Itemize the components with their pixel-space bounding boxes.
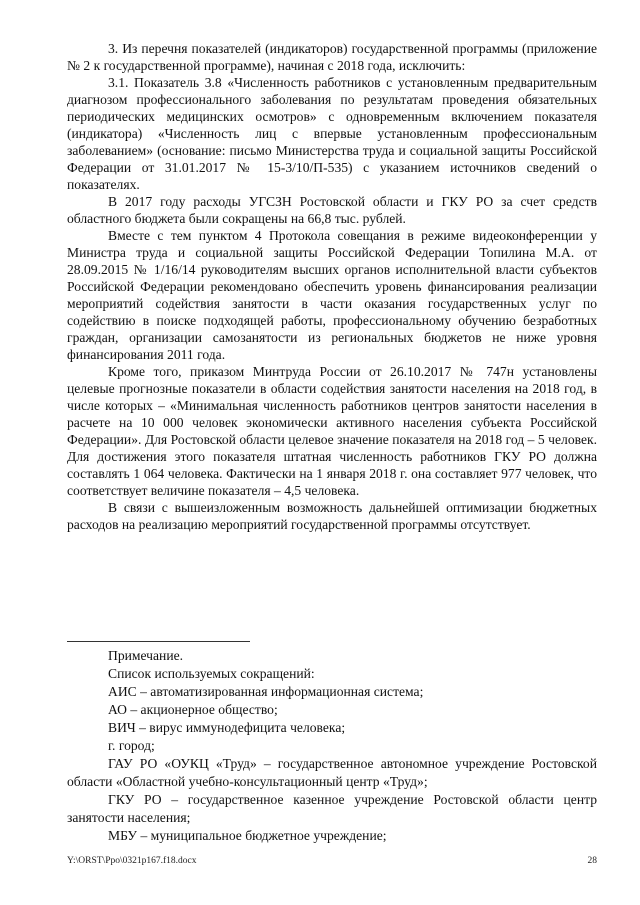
abbreviations-title: Список используемых сокращений: [108,666,315,681]
page-footer [67,855,597,869]
notes-heading: Примечание. [108,648,184,663]
abbreviation-item: МБУ – муниципальное бюджетное учреждение; [108,828,387,843]
paragraph-protocol: Вместе с тем пунктом 4 Протокола совещания в режиме видеоконференции у Министра труда и социальной защиты Российской Федерации Топилина М.А. от 28.09.2015 № 1/16/14 руководителям высших органов исполнительной власти субъектов Российской Федерации рекомендовано обеспечить уровень финансирования реализации мероприятий содействия занятости в части оказания государственных услуг по содействию в поиске подходящей работы, профессиональному обучению безработных граждан, организации самозанятости из региональных бюджетов не ниже уровня финансирования 2011 года. [67,228,597,362]
paragraph-indicator-3-8: 3.1. Показатель 3.8 «Численность работников с установленным предварительным диагнозом профессионального заболевания по результатам проведения обязательных периодических медицинских осмотров» с одновременным включением показателя (индикатора) «Численность лиц с впервые установленным профессиональным заболеванием» (основание: письмо Министерства труда и социальной защиты Российской Федерации от 31.01.2017 № 15-3/10/П-535) с указанием источников сведений о показателях. [67,75,597,192]
paragraph-2017-expenses: В 2017 году расходы УГСЗН Ростовской области и ГКУ РО за счет средств областного бюджета были сокращены на 66,8 тыс. рублей. [67,194,597,226]
paragraph-conclusion: В связи с вышеизложенным возможность дальнейшей оптимизации бюджетных расходов на реализацию мероприятий государственной программы отсутствует. [67,500,597,532]
abbreviation-item: АИС – автоматизированная информационная система; [108,684,424,699]
abbreviation-item: г. город; [108,738,155,753]
page-number: 28 [587,856,597,866]
body-text [67,40,597,533]
footnote-separator [67,641,250,642]
abbreviation-item: АО – акционерное общество; [108,702,278,717]
file-path: Y:\ORST\Ppo\0321p167.f18.docx [67,856,197,866]
paragraph-exclude-indicators: 3. Из перечня показателей (индикаторов) государственной программы (приложение № 2 к государственной программе), начиная с 2018 года, исключить: [67,41,597,73]
abbreviation-item: ГАУ РО «ОУКЦ «Труд» – государственное автономное учреждение Ростовской области «Областной учебно-консультационный центр «Труд»; [67,756,597,789]
paragraph-mintrud-order: Кроме того, приказом Минтруда России от 26.10.2017 № 747н установлены целевые прогнозные показатели в области содействия занятости населения на 2018 год, в числе которых – «Минимальная численность работников центров занятости населения в расчете на 10 000 человек экономически активного населения субъекта Российской Федерации». Для Ростовской области целевое значение показателя на 2018 год – 5 человек. Для достижения этого показателя штатная численность работников ГКУ РО должна составлять 1 064 человека. Фактически на 1 января 2018 г. она составляет 977 человек, что соответствует величине показателя – 4,5 человека. [67,364,597,498]
notes-section [67,647,597,845]
abbreviation-item: ВИЧ – вирус иммунодефицита человека; [108,720,346,735]
abbreviation-item: ГКУ РО – государственное казенное учреждение Ростовской области центр занятости населения; [67,792,597,825]
